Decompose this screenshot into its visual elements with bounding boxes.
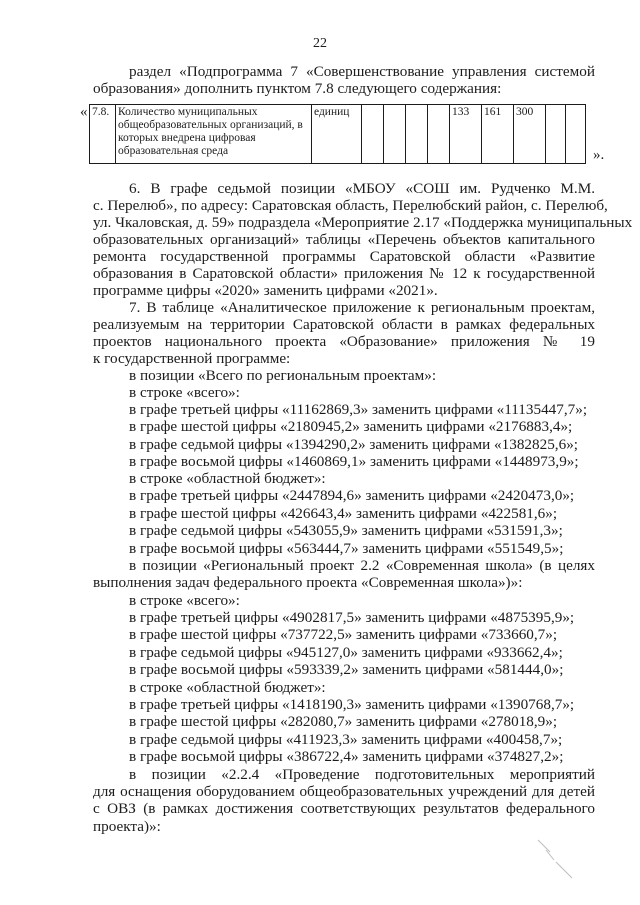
para6-line-2: с. Перелюб», по адресу: Саратовская область, Перелюбский район, с. Перелюб, [93, 197, 608, 214]
empty-cell [362, 105, 384, 164]
item-line: в строке «областной бюджет»: [129, 679, 326, 696]
item-line: в графе третьей цифры «2447894,6» заменить цифрами «2420473,0»; [129, 487, 575, 504]
intro-line-1: раздел «Подпрограмма 7 «Совершенствование управления системой [129, 63, 595, 80]
item-line: в графе восьмой цифры «386722,4» заменить цифрами «374827,2»; [129, 748, 564, 765]
empty-cell [406, 105, 428, 164]
item-line: в графе шестой цифры «282080,7» заменить цифрами «278018,9»; [129, 713, 558, 730]
item-line: в графе третьей цифры «1418190,3» заменить цифрами «1390768,7»; [129, 696, 575, 713]
para7-line-2: реализуемым на территории Саратовской области в рамках федеральных [93, 316, 595, 333]
empty-cell [546, 105, 566, 164]
pos224-line-3: с ОВЗ (в рамках достижения соответствующих результатов федерального [93, 800, 595, 817]
item-line: в строке «всего»: [129, 384, 240, 401]
empty-cell [384, 105, 406, 164]
item-line: в строке «областной бюджет»: [129, 470, 326, 487]
row-number: 7.8. [90, 105, 116, 164]
item-line: в графе шестой цифры «737722,5» заменить цифрами «733660,7»; [129, 626, 558, 643]
para6-line-4: образовательных организаций» таблицы «Перечень объектов капитального [93, 231, 595, 248]
pos22-line-2: выполнения задач федерального проекта «Современная школа»)»: [93, 574, 523, 591]
item-line: в графе шестой цифры «2180945,2» заменить цифрами «2176883,4»; [129, 418, 573, 435]
item-line: в графе шестой цифры «426643,4» заменить цифрами «422581,6»; [129, 505, 558, 522]
item-line: в графе седьмой цифры «1394290,2» заменить цифрами «1382825,6»; [129, 436, 579, 453]
para7-line-4: к государственной программе: [93, 350, 291, 367]
pen-mark-icon [536, 838, 576, 880]
para6-line-7: программе цифры «2020» заменить цифрами «2021». [93, 282, 438, 299]
page-number: 22 [313, 36, 327, 51]
item-line: в графе восьмой цифры «1460869,1» заменить цифрами «1448973,9»; [129, 453, 579, 470]
para6-line-1: 6. В графе седьмой позиции «МБОУ «СОШ им. Рудченко М.М. [129, 180, 595, 197]
item-line: в графе седьмой цифры «543055,9» заменить цифрами «531591,3»; [129, 522, 563, 539]
indicator-name: Количество муниципальных общеобразовательных организаций, в которых внедрена цифровая образовательная среда [116, 105, 312, 164]
table-close-quote: ». [593, 147, 605, 163]
value-cell-2: 161 [482, 105, 514, 164]
unit-cell: единиц [312, 105, 362, 164]
pos224-line-2: для оснащения оборудованием общеобразовательных учреждений для детей [93, 783, 595, 800]
pos22-line-1: в позиции «Региональный проект 2.2 «Современная школа» (в целях [129, 557, 595, 574]
para7-line-1: 7. В таблице «Аналитическое приложение к региональным проектам, [129, 299, 595, 316]
empty-cell [566, 105, 586, 164]
value-cell-1: 133 [450, 105, 482, 164]
table-open-quote: « [80, 104, 88, 120]
item-line: в графе третьей цифры «11162869,3» заменить цифрами «11135447,7»; [129, 401, 588, 418]
table-row [90, 105, 586, 164]
item-line: в позиции «Всего по региональным проектам»: [129, 367, 437, 384]
item-line: в графе восьмой цифры «593339,2» заменить цифрами «581444,0»; [129, 661, 564, 678]
para7-line-3: проектов национального проекта «Образование» приложения № 19 [93, 333, 595, 350]
item-line: в строке «всего»: [129, 592, 240, 609]
item-line: в графе седьмой цифры «945127,0» заменить цифрами «933662,4»; [129, 644, 563, 661]
para6-line-3: ул. Чкаловская, д. 59» подраздела «Мероприятие 2.17 «Поддержка муниципальных [93, 214, 633, 231]
pos224-line-1: в позиции «2.2.4 «Проведение подготовительных мероприятий [129, 766, 595, 783]
empty-cell [428, 105, 450, 164]
intro-line-2: образования» дополнить пунктом 7.8 следующего содержания: [93, 80, 502, 97]
item-line: в графе восьмой цифры «563444,7» заменить цифрами «551549,5»; [129, 540, 564, 557]
para6-line-5: ремонта государственной программы Саратовской области «Развитие [93, 248, 595, 265]
indicator-table [89, 104, 586, 164]
item-line: в графе третьей цифры «4902817,5» заменить цифрами «4875395,9»; [129, 609, 575, 626]
item-line: в графе седьмой цифры «411923,3» заменить цифрами «400458,7»; [129, 731, 563, 748]
pos224-line-4: проекта)»: [93, 818, 161, 835]
para6-line-6: образования в Саратовской области» приложения № 12 к государственной [93, 265, 595, 282]
value-cell-3: 300 [514, 105, 546, 164]
